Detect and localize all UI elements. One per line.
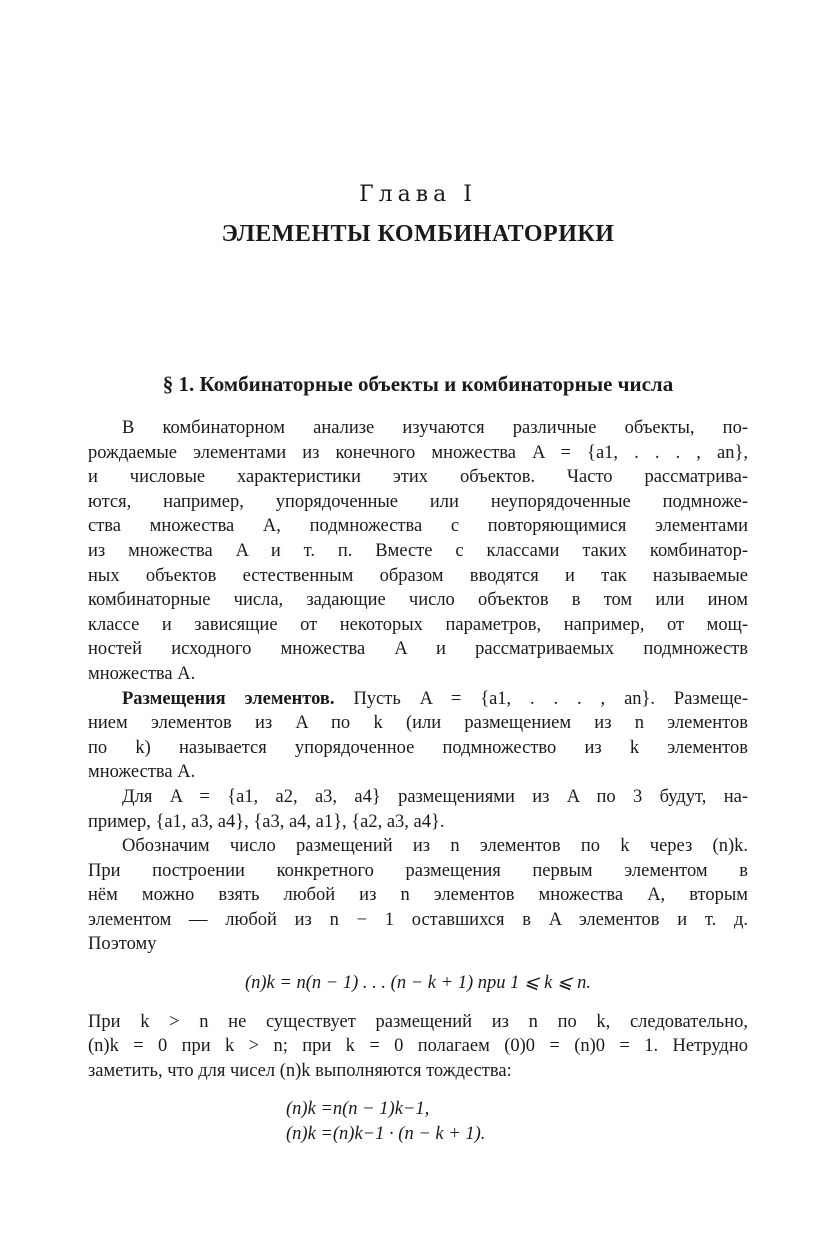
chapter-label: Глава I xyxy=(359,182,477,207)
text-line: При построении конкретного размещения первым элементом в xyxy=(88,860,748,881)
identity-line: (n)k =n(n − 1)k−1, xyxy=(286,1099,430,1120)
text-line xyxy=(88,687,748,712)
paragraph-heading: Размещения элементов. xyxy=(122,688,335,709)
text-line: элементом — любой из n − 1 оставшихся в A элементов и т. д. xyxy=(88,909,748,930)
text-line: рождаемые элементами из конечного множества A = {a1, . . . , an}, xyxy=(88,442,748,463)
text-line: ства множества A, подмножества с повторяющимися элементами xyxy=(88,516,748,537)
text-line: ются, например, упорядоченные или неупорядоченные подмноже- xyxy=(88,491,748,512)
text-line: Для A = {a1, a2, a3, a4} размещениями из A по 3 будут, на- xyxy=(122,786,748,807)
text-line: Обозначим число размещений из n элементов по k через (n)k. xyxy=(122,836,748,857)
text-line: ностей исходного множества A и рассматриваемых подмножеств xyxy=(88,639,748,660)
text-line: и числовые характеристики этих объектов. Часто рассматрива- xyxy=(88,467,748,488)
text-line: пример, {a1, a3, a4}, {a3, a4, a1}, {a2, a3, a4}. xyxy=(88,811,445,832)
text-line: заметить, что для чисел (n)k выполняются тождества: xyxy=(88,1060,512,1081)
text-line: комбинаторные числа, задающие число объектов в том или ином xyxy=(88,590,748,611)
identity-line: (n)k =(n)k−1 · (n − k + 1). xyxy=(286,1124,486,1145)
text-line: классе и зависящие от некоторых параметров, например, от мощ- xyxy=(88,614,748,635)
text-line: нём можно взять любой из n элементов множества A, вторым xyxy=(88,885,748,906)
chapter-title: ЭЛЕМЕНТЫ КОМБИНАТОРИКИ xyxy=(221,221,615,247)
text-line: При k > n не существует размещений из n по k, следовательно, xyxy=(88,1011,748,1032)
text-line: по k) называется упорядоченное подмножество из k элементов xyxy=(88,737,748,758)
text-line: Поэтому xyxy=(88,934,157,955)
text-fragment: Пусть A = {a1, . . . , an}. Размеще- xyxy=(353,688,748,709)
body-text xyxy=(88,416,748,1147)
text-line: ных объектов естественным образом вводятся и так называемые xyxy=(88,565,748,586)
formula-display: (n)k = n(n − 1) . . . (n − k + 1) при 1 ⩽ k ⩽ n. xyxy=(244,973,592,994)
text-line: В комбинаторном анализе изучаются различные объекты, по- xyxy=(122,418,748,438)
text-line: (n)k = 0 при k > n; при k = 0 полагаем (0)0 = (n)0 = 1. Нетрудно xyxy=(88,1036,748,1057)
text-line: множества A. xyxy=(88,663,196,684)
section-title: § 1. Комбинаторные объекты и комбинаторные числа xyxy=(162,372,674,396)
text-line: множества A. xyxy=(88,762,196,783)
text-line: из множества A и т. п. Вместе с классами таких комбинатор- xyxy=(88,540,748,561)
text-line: нием элементов из A по k (или размещением из n элементов xyxy=(88,713,748,734)
